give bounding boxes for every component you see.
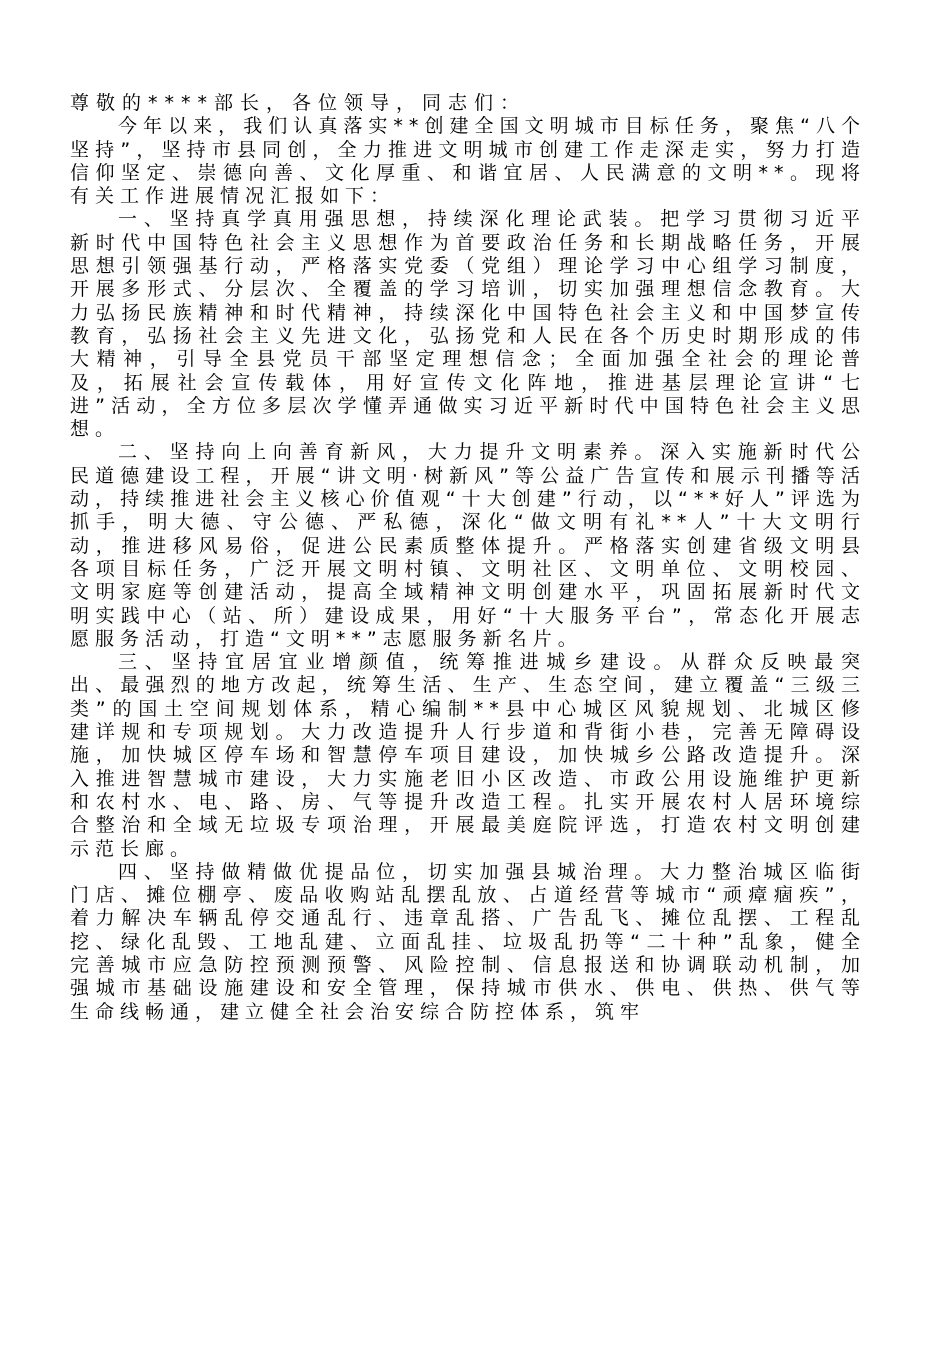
paragraph-intro: 今年以来，我们认真落实**创建全国文明城市目标任务，聚焦“八个坚持”，坚持市县同创，全力推进文明城市创建工作走深走实，努力打造信仰坚定、崇德向善、文化厚重、和谐宜居、人民满意的文明**。现将有关工作进展情况汇报如下：	[70, 115, 866, 208]
paragraph-section-3: 三、坚持宜居宜业增颜值，统筹推进城乡建设。从群众反映最突出、最强烈的地方改起，统筹生活、生产、生态空间，建立覆盖“三级三类”的国土空间规划体系，精心编制**县中心城区风貌规划、北城区修建详规和专项规划。大力改造提升人行步道和背街小巷，完善无障碍设施，加快城区停车场和智慧停车项目建设，加快城乡公路改造提升。深入推进智慧城市建设，大力实施老旧小区改造、市政公用设施维护更新和农村水、电、路、房、气等提升改造工程。扎实开展农村人居环境综合整治和全域无垃圾专项治理，开展最美庭院评选，打造农村文明创建示范长廊。	[70, 651, 866, 860]
document-page	[70, 92, 866, 1024]
salutation: 尊敬的****部长，各位领导，同志们：	[70, 92, 527, 114]
paragraph-section-1: 一、坚持真学真用强思想，持续深化理论武装。把学习贯彻习近平新时代中国特色社会主义思想作为首要政治任务和长期战略任务，开展思想引领强基行动，严格落实党委（党组）理论学习中心组学习制度，开展多形式、分层次、全覆盖的学习培训，切实加强理想信念教育。大力弘扬民族精神和时代精神，持续深化中国特色社会主义和中国梦宣传教育，弘扬社会主义先进文化，弘扬党和人民在各个历史时期形成的伟大精神，引导全县党员干部坚定理想信念；全面加强全社会的理论普及，拓展社会宣传载体，用好宣传文化阵地，推进基层理论宣讲“七进”活动，全方位多层次学懂弄通做实习近平新时代中国特色社会主义思想。	[70, 208, 866, 441]
paragraph-section-4: 四、坚持做精做优提品位，切实加强县城治理。大力整治城区临街门店、摊位棚亭、废品收购站乱摆乱放、占道经营等城市“顽瘴痼疾”，着力解决车辆乱停交通乱行、违章乱搭、广告乱飞、摊位乱摆、工程乱挖、绿化乱毁、工地乱建、立面乱挂、垃圾乱扔等“二十种”乱象，健全完善城市应急防控预测预警、风险控制、信息报送和协调联动机制，加强城市基础设施建设和安全管理，保持城市供水、供电、供热、供气等生命线畅通，建立健全社会治安综合防控体系，筑牢	[70, 860, 866, 1023]
paragraph-section-2: 二、坚持向上向善育新风，大力提升文明素养。深入实施新时代公民道德建设工程，开展“讲文明·树新风”等公益广告宣传和展示刊播等活动，持续推进社会主义核心价值观“十大创建”行动，以“**好人”评选为抓手，明大德、守公德、严私德，深化“做文明有礼**人”十大文明行动，推进移风易俗，促进公民素质整体提升。严格落实创建省级文明县各项目标任务，广泛开展文明村镇、文明社区、文明单位、文明校园、文明家庭等创建活动，提高全域精神文明创建水平，巩固拓展新时代文明实践中心（站、所）建设成果，用好“十大服务平台”，常态化开展志愿服务活动，打造“文明**”志愿服务新名片。	[70, 441, 866, 650]
